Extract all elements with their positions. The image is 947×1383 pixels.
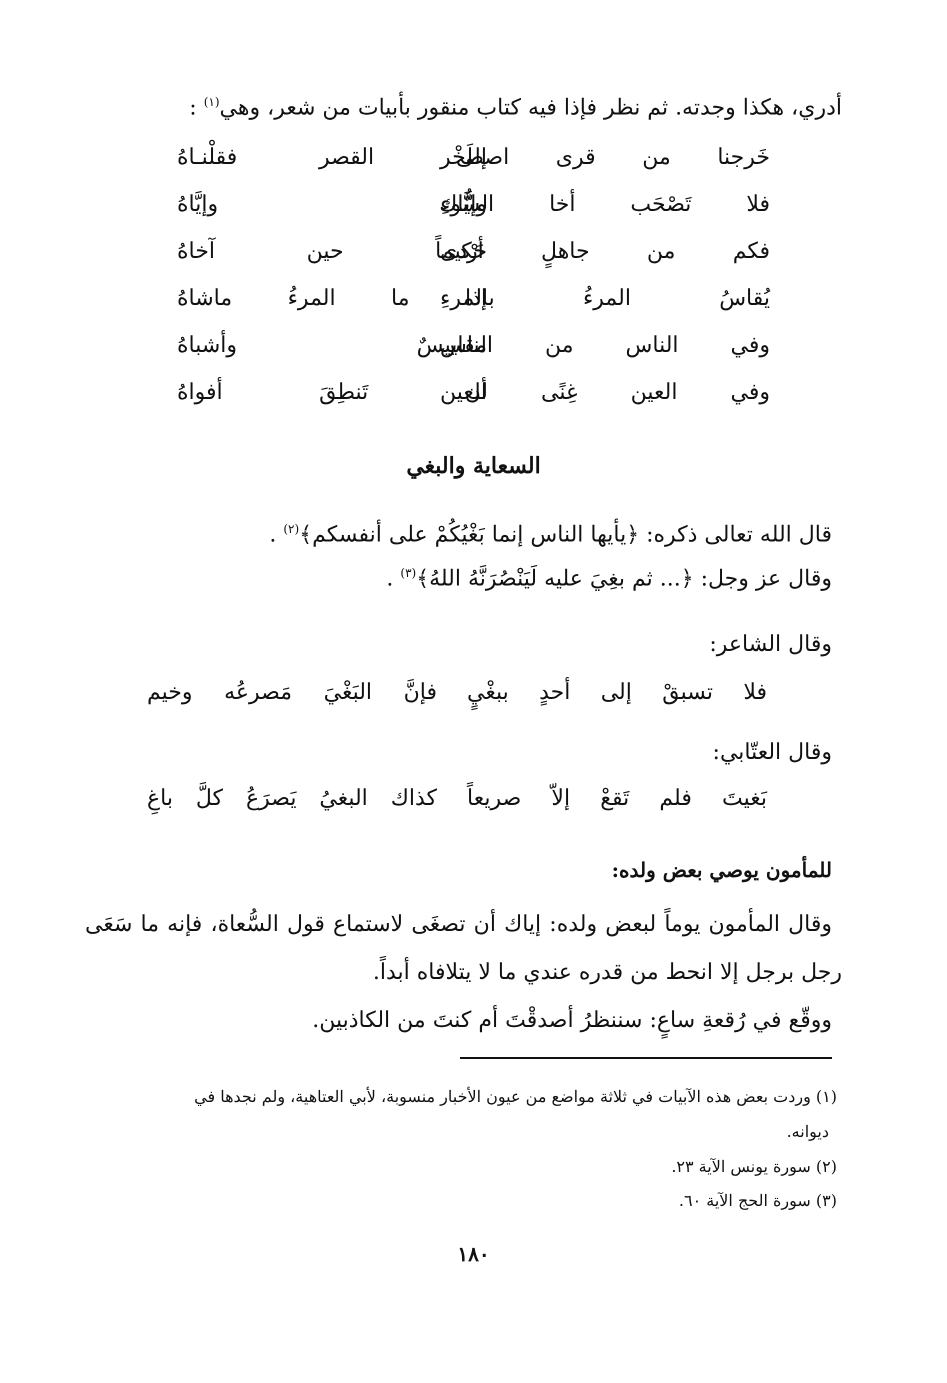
hemistich-second: فإنَّ البَغْيَ مَصرعُه وخيم — [147, 680, 437, 705]
hemistich-second: أن تَنطِقَ أفواهُ — [177, 380, 487, 405]
paragraph-line: رجل برجل إلا انحط من قدره عندي ما لا يتلافاه أبداً. — [372, 960, 842, 985]
hemistich-first: وفي العين غِنًى للعين — [440, 380, 770, 405]
footnote — [85, 1191, 837, 1210]
paragraph-line: وقال المأمون يوماً لبعض ولده: إياك أن تصغَى لاستماع قول السُّعاة، فإنه ما سَعَى — [85, 912, 832, 937]
subsection-title: للمأمون يوصي بعض ولده: — [611, 858, 832, 882]
quote-line: قال الله تعالى ذكره: ﴿يأيها الناس إنما بَغْيُكُمْ على أنفسكم﴾$^{(٢)}$ . — [269, 522, 832, 548]
footnote-number: (٣) — [815, 1191, 837, 1210]
hemistich-second: حَكيماً حين آخاهُ — [177, 239, 487, 264]
poet-intro: وقال الشاعر: — [709, 632, 832, 657]
hemistich-first: فلا تَصْحَب أخا السُّوءِ — [440, 192, 770, 217]
footnote-text: سورة يونس الآية ٢٣. — [671, 1157, 811, 1176]
quote-line: وقال عز وجل: ﴿... ثم بغِيَ عليه لَيَنْصُرَنَّهُ اللهُ﴾$^{(٣)}$ . — [386, 566, 832, 592]
hemistich-second: كذاك البغيُ يَصرَعُ كلَّ باغِ — [147, 786, 437, 811]
hemistich-second: مقاييسٌ وأشباهُ — [177, 333, 487, 358]
hemistich-first: فكم من جاهلٍ أرْدى — [440, 239, 770, 264]
footnote — [85, 1157, 837, 1176]
footnote-text: وردت بعض هذه الآبيات في ثلاثة مواضع من عيون الأخبار منسوبة، لأبي العتاهية، ولم نجدها في — [194, 1087, 811, 1106]
footnote-divider — [460, 1057, 832, 1059]
section-title: السعاية والبغي — [406, 453, 541, 479]
footnote-number: (١) — [815, 1087, 837, 1106]
intro-line — [85, 95, 842, 120]
hemistich-first: يُقاسُ المرءُ بالمرءِ — [440, 286, 770, 311]
intro-text: أدري، هكذا وجدته. ثم نظر فإذا فيه كتاب منقور بأبيات من شعر، وهي — [219, 95, 842, 121]
hemistich-second: إلى القصر فقلْنـاهُ — [177, 145, 487, 170]
quote-text: وقال عز وجل: ﴿... ثم بغِيَ عليه لَيَنْصُرَنَّهُ اللهُ﴾ — [416, 566, 832, 592]
hemistich-first: وفي الناس من الناس — [440, 333, 770, 358]
footnote-ref-3: (٣) — [400, 566, 417, 580]
hemistich-second: وإيَّاك وإيَّاهُ — [177, 192, 487, 217]
hemistich-first: خَرجنا من قرى اصطَخْر — [440, 145, 770, 170]
footnote-ref-2: (٢) — [283, 522, 300, 536]
footnote-text: سورة الحج الآية ٦٠. — [678, 1191, 811, 1210]
footnote-continuation: ديوانه. — [786, 1122, 829, 1141]
footnote — [85, 1087, 837, 1106]
footnote-ref-1: (١) — [203, 95, 220, 109]
quote-text: قال الله تعالى ذكره: ﴿يأيها الناس إنما بَغْيُكُمْ على أنفسكم﴾ — [299, 522, 832, 548]
intro-colon: : — [189, 95, 197, 121]
paragraph-line: ووقّع في رُقعةِ ساعٍ: سننظرُ أصدقْتَ أم كنتَ من الكاذبين. — [312, 1008, 832, 1033]
page-number: ١٨٠ — [457, 1242, 490, 1266]
hemistich-first: فلا تسبقْ إلى أحدٍ ببغْيٍ — [467, 680, 767, 705]
poet-intro: وقال العتّابي: — [712, 740, 832, 765]
footnote-number: (٢) — [815, 1157, 837, 1176]
hemistich-first: بَغيتَ فلم تَقعْ إلاّ صريعاً — [467, 786, 767, 811]
hemistich-second: إذا ما المرءُ ماشاهُ — [177, 286, 487, 311]
